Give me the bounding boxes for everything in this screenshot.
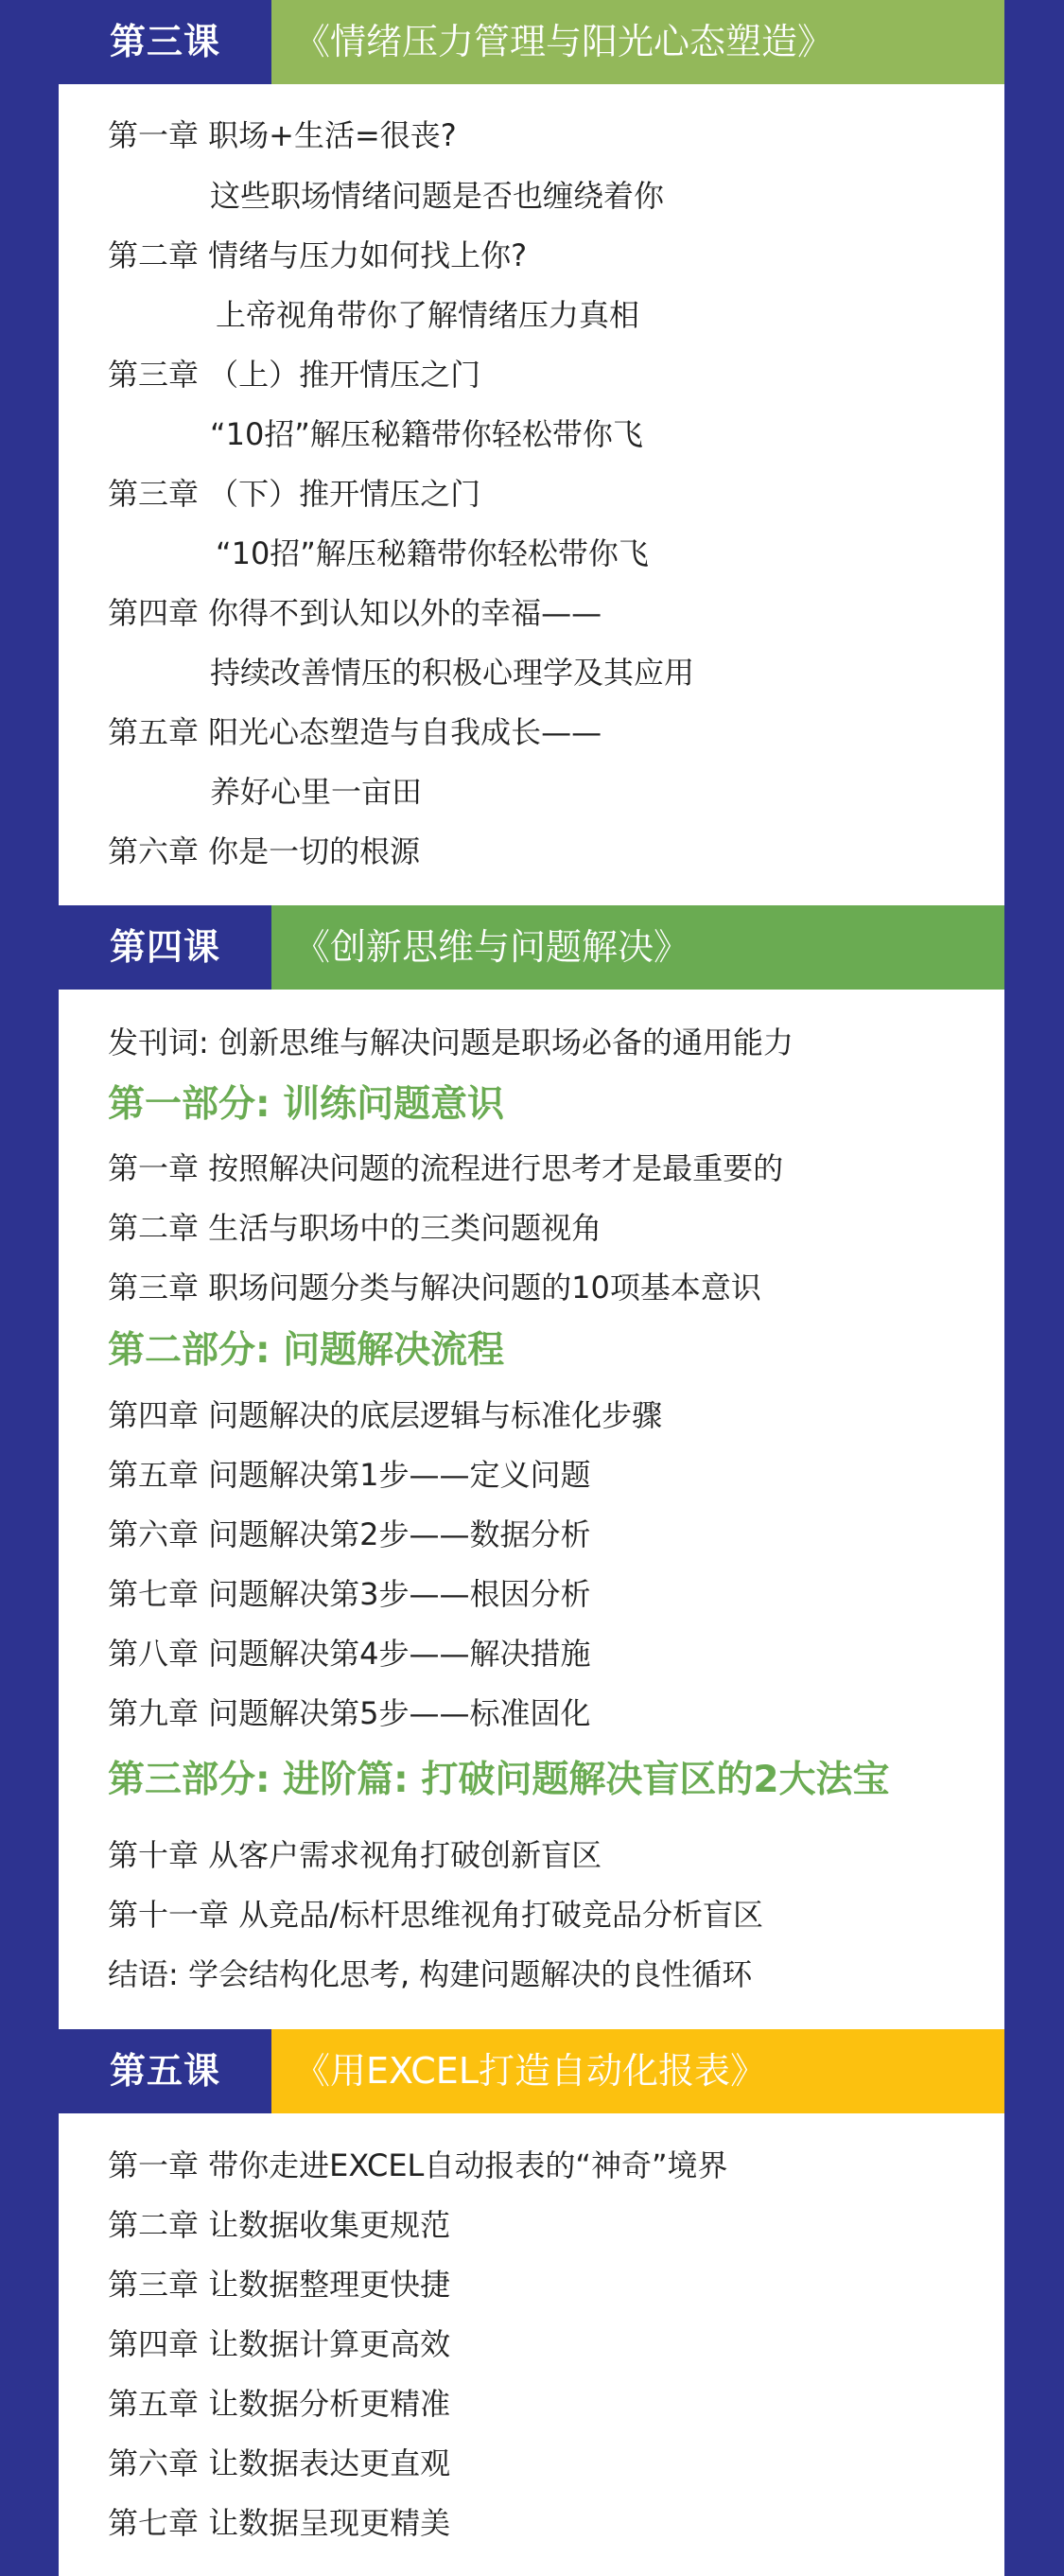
course3-header [59,0,1004,84]
course4-part1-heading: 第一部分: 训练问题意识 [108,1083,505,1126]
course3-line-9: 第四章 你得不到认知以外的幸福—— [108,595,602,631]
course3-line-10: 持续改善情压的积极心理学及其应用 [210,655,695,691]
course5-line-6: 第六章 让数据表达更直观 [108,2445,451,2481]
course3-line-8: “10招”解压秘籍带你轻松带你飞 [216,535,649,571]
course4-part2-heading: 第二部分: 问题解决流程 [108,1329,505,1372]
course4-part3-line-2: 第十一章 从竞品/标杆思维视角打破竞品分析盲区 [108,1897,763,1933]
course4-part2-line-2: 第五章 问题解决第1步——定义问题 [108,1457,591,1493]
course4-part3-line-1: 第十章 从客户需求视角打破创新盲区 [108,1837,602,1873]
course4-part2-line-4: 第七章 问题解决第3步——根因分析 [108,1576,591,1612]
course5-line-5: 第五章 让数据分析更精准 [108,2386,451,2422]
course3-line-1: 第一章 职场+生活=很丧? [108,117,457,153]
course5-line-4: 第四章 让数据计算更高效 [108,2326,451,2362]
course5-line-2: 第二章 让数据收集更规范 [108,2207,451,2243]
course3-line-11: 第五章 阳光心态塑造与自我成长—— [108,714,602,750]
course4-label: 第四课 [59,905,271,990]
course4-part2-line-6: 第九章 问题解决第5步——标准固化 [108,1695,591,1731]
course5-line-7: 第七章 让数据呈现更精美 [108,2505,451,2541]
course3-line-4: 上帝视角带你了解情绪压力真相 [216,297,640,333]
course3-line-2: 这些职场情绪问题是否也缠绕着你 [210,178,665,214]
course3-line-6: “10招”解压秘籍带你轻松带你飞 [210,416,643,452]
course4-part2-line-1: 第四章 问题解决的底层逻辑与标准化步骤 [108,1397,663,1433]
course3-label: 第三课 [59,0,271,84]
course4-part3-heading: 第三部分: 进阶篇: 打破问题解决盲区的2大法宝 [108,1759,890,1801]
course3-line-3: 第二章 情绪与压力如何找上你? [108,237,528,273]
course4-part1-line-2: 第二章 生活与职场中的三类问题视角 [108,1210,602,1246]
course3-title: 《情绪压力管理与阳光心态塑造》 [271,0,1004,84]
course3-line-13: 第六章 你是一切的根源 [108,833,421,869]
course4-part2-line-3: 第六章 问题解决第2步——数据分析 [108,1516,591,1552]
course3-line-12: 养好心里一亩田 [210,774,423,810]
course4-part2-line-5: 第八章 问题解决第4步——解决措施 [108,1636,591,1672]
course4-part1-line-1: 第一章 按照解决问题的流程进行思考才是最重要的 [108,1150,784,1186]
course4-header [59,905,1004,990]
course5-label: 第五课 [59,2029,271,2113]
course4-part3-line-3: 结语: 学会结构化思考, 构建问题解决的良性循环 [108,1956,753,1992]
course4-part1-line-3: 第三章 职场问题分类与解决问题的10项基本意识 [108,1270,761,1306]
course5-line-1: 第一章 带你走进EXCEL自动报表的“神奇”境界 [108,2147,728,2183]
course5-title: 《用EXCEL打造自动化报表》 [271,2029,1004,2113]
course5-line-3: 第三章 让数据整理更快捷 [108,2267,451,2303]
course5-header [59,2029,1004,2113]
course3-line-7: 第三章 （下）推开情压之门 [108,476,481,512]
course3-line-5: 第三章 （上）推开情压之门 [108,357,481,393]
course4-title: 《创新思维与问题解决》 [271,905,1004,990]
course4-intro: 发刊词: 创新思维与解决问题是职场必备的通用能力 [108,1025,794,1060]
